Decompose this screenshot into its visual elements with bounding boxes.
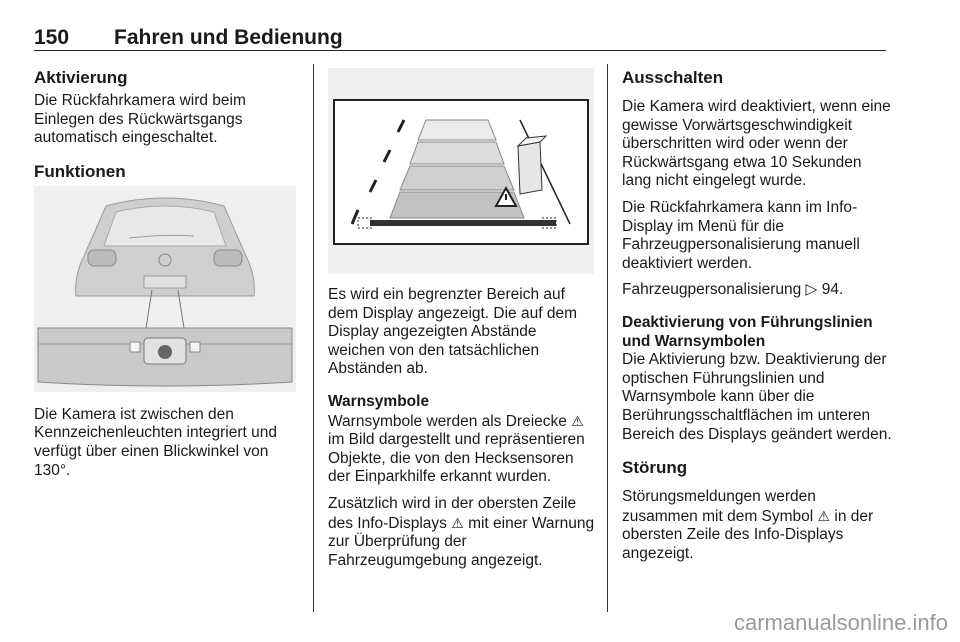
column-divider (607, 64, 608, 612)
heading-aktivierung: Aktivierung (34, 68, 128, 87)
column-3 (622, 68, 892, 571)
watermark: carmanualsonline.info (733, 610, 948, 635)
column-1 (34, 68, 298, 488)
column-divider (313, 64, 314, 612)
paragraph-aus2: Die Rückfahrkamera kann im Info-Display im Menü für die Fahrzeugpersonalisierung manuell deaktiviert werden. (622, 198, 860, 272)
paragraph-zusatz (328, 495, 596, 570)
warning-triangle-icon: ⚠ (571, 412, 584, 429)
car-rear-drawing (34, 186, 296, 392)
paragraph-aus3 (622, 281, 892, 300)
page-header (34, 26, 886, 51)
text-fragment: Fahrzeugpersonalisierung (622, 281, 802, 299)
text-fragment: Zusätzlich wird in der obersten Zeile des Info-Displays (328, 494, 577, 532)
warning-triangle-icon: ⚠ (817, 507, 831, 524)
warning-triangle-icon: ⚠ (451, 514, 464, 531)
heading-warnsymbole: Warnsymbole (328, 392, 430, 410)
heading-ausschalten: Ausschalten (622, 68, 724, 87)
camera-display-illustration (328, 68, 594, 274)
parking-guidelines-drawing (328, 68, 594, 274)
text-fragment: Störungsmeldungen werden zusammen mit dem Symbol (622, 488, 816, 525)
text-fragment: im Bild dargestellt und repräsentieren Objekte, die von den Hecksensoren der Einparkhilfe erkannt wurden. (328, 431, 585, 486)
chapter-title: Fahren und Bedienung (114, 26, 343, 49)
page-reference-link[interactable]: 94. (821, 281, 844, 299)
rear-camera-location-illustration (34, 186, 296, 392)
text-fragment: in der obersten Zeile des Info-Displays angezeigt. (622, 507, 874, 562)
paragraph-warnsymbole (328, 412, 596, 487)
column-2 (328, 68, 596, 578)
paragraph-kamera: Die Kamera ist zwischen den Kennzeichenleuchten integriert und verfügt über einen Blickwinkel von 130°. (34, 405, 278, 479)
paragraph-deaktivierung: Die Aktivierung bzw. Deaktivierung der optischen Führungslinien und Warnsymbole kann über die Berührungsschaltflächen im unteren Bereich des Displays geändert werden. (622, 351, 892, 443)
paragraph-aktivierung: Die Rückfahrkamera wird beim Einlegen des Rückwärtsgangs automatisch eingeschaltet. (34, 92, 246, 147)
heading-deaktivierung: Deaktivierung von Führungslinien und Warnsymbolen (622, 313, 873, 350)
text-fragment: Warnsymbole werden als Dreiecke (328, 412, 567, 430)
paragraph-bereich: Es wird ein begrenzter Bereich auf dem Display angezeigt. Die auf dem Display angezeigten Abstände weichen von den tatsächlichen Abständen ab. (328, 286, 577, 378)
paragraph-stoerung (622, 488, 892, 563)
page-reference-icon: ▷ (805, 281, 818, 299)
page-number: 150 (34, 26, 70, 49)
text-fragment: mit einer Warnung zur Überprüfung der Fahrzeugumgebung angezeigt. (328, 514, 595, 569)
heading-stoerung: Störung (622, 458, 688, 478)
paragraph-aus1: Die Kamera wird deaktiviert, wenn eine gewisse Vorwärtsgeschwindigkeit überschritten wird oder wenn der Rückwärtsgang etwa 10 Sekunden lang nicht eingelegt wurde. (622, 98, 891, 190)
heading-funktionen: Funktionen (34, 161, 126, 181)
